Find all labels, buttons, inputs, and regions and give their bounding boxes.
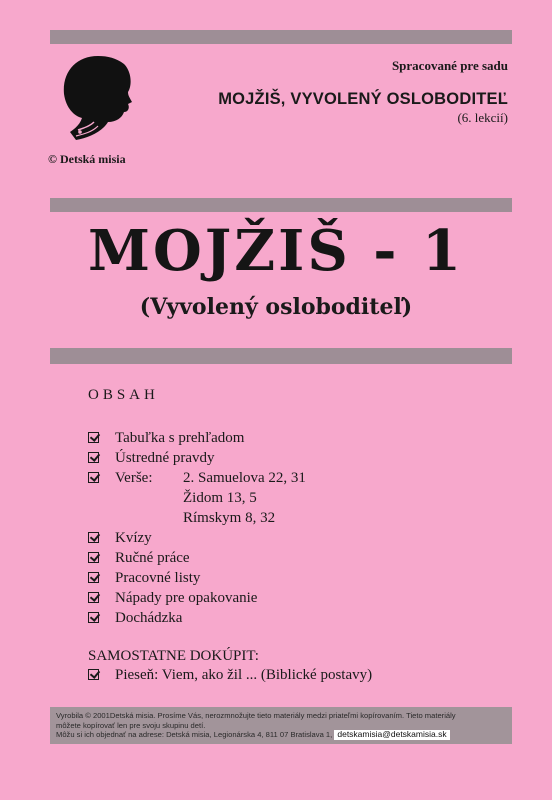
list-item: Dochádzka <box>88 608 306 628</box>
verse-reference: Židom 13, 5 <box>183 490 257 506</box>
checkbox-checked-icon <box>88 452 99 463</box>
footer-line: môžete kopírovať len pre svoju skupinu detí. <box>56 720 206 730</box>
list-item: Ručné práce <box>88 548 306 568</box>
checkbox-checked-icon <box>88 432 99 443</box>
subtitle: (Vyvolený osloboditeľ) <box>139 294 413 320</box>
child-silhouette-logo <box>58 52 136 144</box>
top-divider-bar <box>50 30 512 44</box>
list-item: Nápady pre opakovanie <box>88 588 306 608</box>
footer-line: Vyrobila © 2001Detská misia. Prosíme Vás, nerozmnožujte tieto materiály medzi priateľmi kopírovaním. Tieto materiály <box>56 711 456 720</box>
series-title: MOJŽIŠ, VYVOLENÝ OSLOBODITEĽ <box>218 90 508 108</box>
middle-divider-bar <box>50 198 512 212</box>
checkbox-checked-icon <box>88 592 99 603</box>
lower-divider-bar <box>50 348 512 364</box>
checkbox-checked-icon <box>88 612 99 623</box>
checkbox-checked-icon <box>88 669 99 680</box>
footer-line: Môžu si ich objednať na adrese: Detská misia, Legionárska 4, 811 07 Bratislava 1, detskamisia@detskamisia.sk <box>56 730 506 740</box>
list-item: Pieseň: Viem, ako žil ... (Biblické postavy) <box>88 667 372 684</box>
copyright-label: © Detská misia <box>48 152 126 166</box>
footer-notice <box>50 707 512 744</box>
series-header <box>218 58 508 126</box>
footer-email: detskamisia@detskamisia.sk <box>334 730 449 740</box>
list-item: Verše: 2. Samuelova 22, 31 <box>88 468 306 488</box>
list-item: Kvízy <box>88 528 306 548</box>
list-item: Ústredné pravdy <box>88 448 306 468</box>
checkbox-checked-icon <box>88 532 99 543</box>
prepared-for-label: Spracované pre sadu <box>391 58 508 73</box>
contents-list <box>88 428 306 628</box>
checkbox-checked-icon <box>88 552 99 563</box>
list-item: Tabuľka s prehľadom <box>88 428 306 448</box>
verse-reference: Rímskym 8, 32 <box>183 510 276 526</box>
list-item: Pracovné listy <box>88 568 306 588</box>
contents-heading: OBSAH <box>88 387 159 403</box>
lessons-count: (6. lekcií) <box>457 110 508 125</box>
main-title: MOJŽIŠ - 1 <box>88 218 464 284</box>
verse-reference: 2. Samuelova 22, 31 <box>183 470 306 486</box>
checkbox-checked-icon <box>88 572 99 583</box>
buy-separately-heading: SAMOSTATNE DOKÚPIT: <box>88 648 259 664</box>
checkbox-checked-icon <box>88 472 99 483</box>
